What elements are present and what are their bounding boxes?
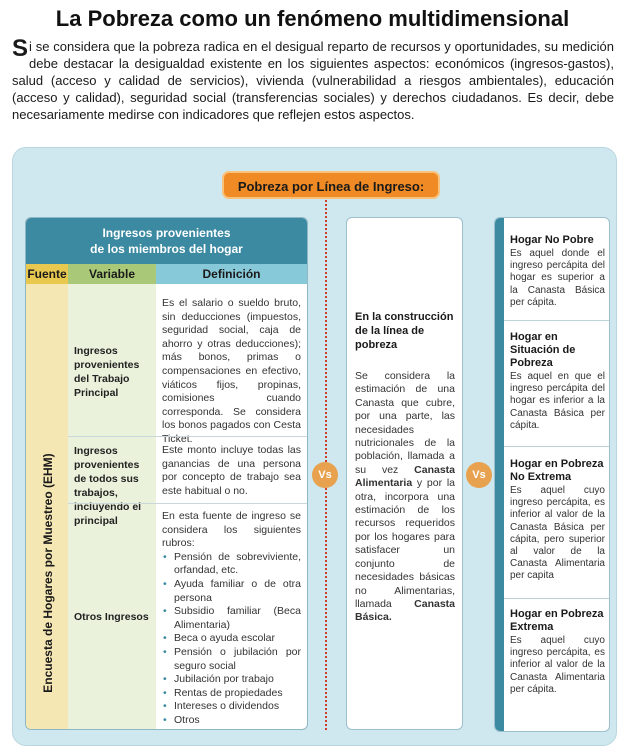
vs-badge-right: Vs — [466, 462, 492, 488]
hogar-pobreza-extrema-text: Es aquel cuyo ingreso percápita, es inferior al valor de la Canasta Alimentaria per cápita. — [510, 635, 605, 695]
list-item: • Pensión de sobreviviente, orfandad, etc. — [163, 550, 301, 577]
column-header-definicion: Definición — [156, 264, 307, 284]
hogar-situacion-pobreza-heading: Hogar en Situación de Pobreza — [510, 331, 576, 369]
list-item: • Otros — [163, 713, 200, 726]
hogar-pobreza-no-extrema-text: Es aquel cuyo ingreso percápita, es inferior al valor de la Canasta Básica per cápita, pero superior al valor de la Canasta Alimentaria per capita — [510, 485, 605, 582]
row-divider — [68, 503, 307, 504]
variable-todos-trabajos: Ingresos provenientes de todos sus trabajos, incluyendo el principal — [74, 445, 142, 527]
accent-strip — [495, 218, 504, 731]
definicion-otros-ingresos — [162, 510, 301, 728]
row-divider — [68, 436, 307, 437]
income-table-title-line1: Ingresos provenientes — [102, 226, 231, 240]
hogar-pobreza-no-extrema — [510, 458, 605, 583]
definicion-otros-intro: En esta fuente de ingreso se considera los siguientes rubros: — [162, 510, 301, 550]
fuente-column — [26, 284, 68, 729]
hogar-no-pobre-text: Es aquel donde el ingreso percápita del hogar es superior a la Canasta Básica per cápita. — [510, 248, 605, 308]
hogar-situacion-pobreza-text: Es aquel en que el ingreso percápita del hogar es inferior a la Canasta Básica per cápita. — [510, 371, 605, 431]
household-classification — [494, 217, 610, 732]
poverty-line-title: En la construcción de la línea de pobreza — [355, 311, 454, 351]
column-header-fuente: Fuente — [26, 264, 68, 284]
variable-trabajo-principal: Ingresos provenientes del Trabajo Principal — [74, 345, 140, 399]
variable-otros-ingresos: Otros Ingresos — [74, 611, 149, 623]
section-divider — [504, 320, 609, 321]
column-header-variable: Variable — [68, 264, 156, 284]
page-title: La Pobreza como un fenómeno multidimensional — [55, 6, 570, 31]
poverty-line-text: Se considera la estimación de una Canasta que cubre, por una parte, las necesidades nutricionales de la población, llamada a su vez Canasta Alimentaria y por la otra, incorpora una estimación de los recursos requeridos por los hogares para satisfacer un conjunto de necesidades básicas no Alimentarias, llamada Canasta Básica. — [355, 370, 455, 624]
intro-dropcap: S — [12, 35, 29, 62]
header-pill: Pobreza por Línea de Ingreso: — [222, 171, 440, 199]
poverty-line-box — [346, 217, 463, 730]
hogar-pobreza-extrema-heading: Hogar en Pobreza Extrema — [510, 608, 604, 633]
hogar-situacion-pobreza — [510, 331, 605, 432]
list-item: • Subsidio familiar (Beca Alimentaria) — [163, 605, 301, 631]
fuente-label: Encuesta de Hogares por Muestreo (EHM) — [41, 453, 55, 693]
list-item: • Jubilación por trabajo — [163, 673, 274, 686]
hogar-pobreza-no-extrema-heading: Hogar en Pobreza No Extrema — [510, 458, 604, 483]
income-table-title — [26, 218, 307, 264]
definicion-trabajo-principal: Es el salario o sueldo bruto, sin deducciones (impuestos, seguridad social, caja de ahorro y otras deducciones); más bonos, primas o compensaciones en efectivo, viáticos fijos, propinas, comisiones cuando corresponda. Se considera los bonos pagados con Cesta Ticket. — [162, 297, 301, 445]
income-table-title-line2: de los miembros del hogar — [90, 242, 243, 256]
section-divider — [504, 446, 609, 447]
vs-badge-left: Vs — [312, 462, 338, 488]
section-divider — [504, 598, 609, 599]
list-item: • Beca o ayuda escolar — [163, 632, 275, 645]
list-item: • Pensión o jubilación por seguro social — [163, 645, 301, 672]
intro-paragraph — [12, 35, 614, 123]
definicion-todos-trabajos: Este monto incluye todas las ganancias de una persona por concepto de trabajo sea este habitual o no. — [162, 444, 301, 497]
hogar-pobreza-extrema — [510, 608, 605, 696]
intro-text: i se considera que la pobreza radica en el desigual reparto de recursos y oportunidades, su medición debe destacar la desigualdad existente en los siguientes aspectos: económicos (ingresos-gastos), salud (acceso y calidad de servicios), vivienda (vulnerabilidad a riesgos ambientales), educación (acceso y calidad), seguridad social (transferencias sociales) y derechos ciudadanos. Es decir, debe necesariamente medirse con indicadores que reflejen estos aspectos. — [12, 39, 614, 122]
income-table — [25, 217, 308, 730]
list-item: • Ayuda familiar o de otra persona — [163, 577, 301, 604]
list-item: • Intereses o dividendos — [163, 700, 280, 713]
hogar-no-pobre — [510, 234, 605, 309]
hogar-no-pobre-heading: Hogar No Pobre — [510, 234, 594, 246]
otros-ingresos-list — [162, 551, 301, 728]
list-item: • Rentas de propiedades — [163, 686, 283, 699]
